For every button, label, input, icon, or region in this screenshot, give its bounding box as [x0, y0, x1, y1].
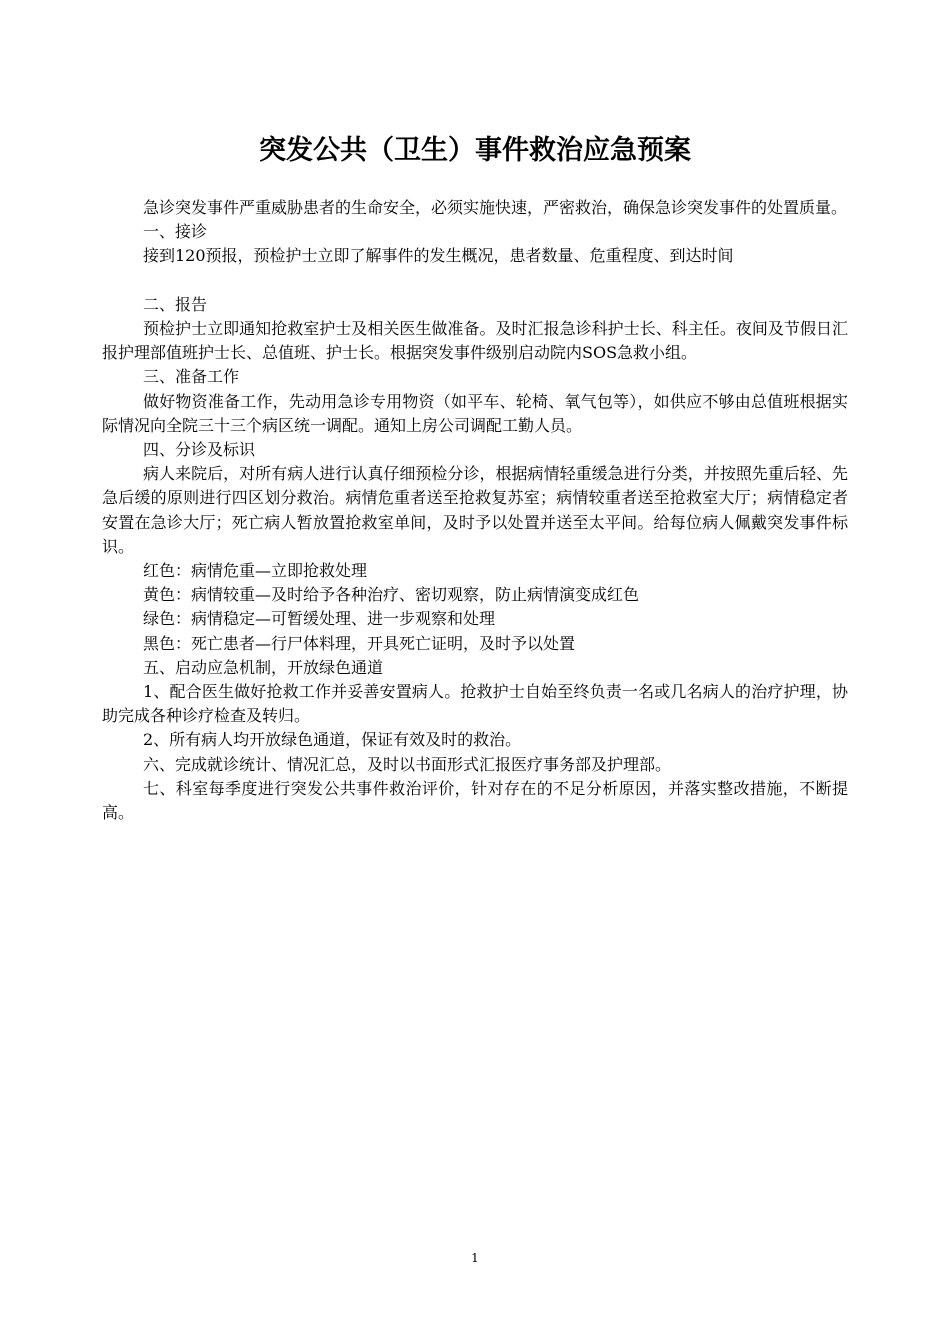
report-paragraph: 预检护士立即通知抢救室护士及相关医生做准备。及时汇报急诊科护士长、科主任。夜间及节假日汇报护理部值班护士长、总值班、护士长。根据突发事件级别启动院内SOS急救小组。: [102, 319, 848, 363]
emergency-item-1: 1、配合医生做好抢救工作并妥善安置病人。抢救护士自始至终负责一名或几名病人的治疗护理，协助完成各种诊疗检查及转归。: [102, 682, 848, 726]
document-title: 突发公共（卫生）事件救治应急预案: [259, 135, 691, 166]
triage-yellow-item: 黄色：病情较重—及时给予各种治疗、密切观察，防止病情演变成红色: [143, 585, 640, 605]
emergency-item-2: 2、所有病人均开放绿色通道，保证有效及时的救治。: [143, 730, 522, 750]
section-heading-report: 二、报告: [143, 294, 208, 314]
triage-green-item: 绿色：病情稳定—可暂缓处理、进一步观察和处理: [143, 609, 496, 629]
blank-line: [102, 269, 848, 293]
section-six-statistics: 六、完成就诊统计、情况汇总，及时以书面形式汇报医疗事务部及护理部。: [143, 754, 672, 774]
page-number: 1: [471, 1251, 479, 1265]
section-seven-evaluation: 七、科室每季度进行突发公共事件救治评价，针对存在的不足分析原因，并落实整改措施，不断提高。: [102, 778, 848, 823]
triage-red-item: 红色：病情危重—立即抢救处理: [143, 561, 368, 581]
section-heading-reception: 一、接诊: [143, 222, 208, 242]
section-heading-preparation: 三、准备工作: [143, 367, 240, 387]
document-body: [102, 196, 848, 825]
triage-paragraph: 病人来院后，对所有病人进行认真仔细预检分诊，根据病情轻重缓急进行分类，并按照先重后轻、先急后缓的原则进行四区划分救治。病情危重者送至抢救复苏室；病情较重者送至抢救室大厅；病情稳定者安置在急诊大厅；死亡病人暂放置抢救室单间，及时予以处置并送至太平间。给每位病人佩戴突发事件标识。: [102, 464, 848, 556]
reception-paragraph: 接到120预报，预检护士立即了解事件的发生概况，患者数量、危重程度、到达时间: [143, 246, 734, 266]
triage-black-item: 黑色：死亡患者—行尸体料理，开具死亡证明，及时予以处置: [143, 633, 576, 653]
section-heading-emergency-mechanism: 五、启动应急机制，开放绿色通道: [143, 657, 384, 677]
intro-paragraph: 急诊突发事件严重威胁患者的生命安全，必须实施快速，严密救治，确保急诊突发事件的处置质量。: [143, 198, 848, 217]
section-heading-triage: 四、分诊及标识: [143, 440, 256, 460]
preparation-paragraph: 做好物资准备工作，先动用急诊专用物资（如平车、轮椅、氧气包等），如供应不够由总值班根据实际情况向全院三十三个病区统一调配。通知上房公司调配工勤人员。: [102, 391, 848, 435]
